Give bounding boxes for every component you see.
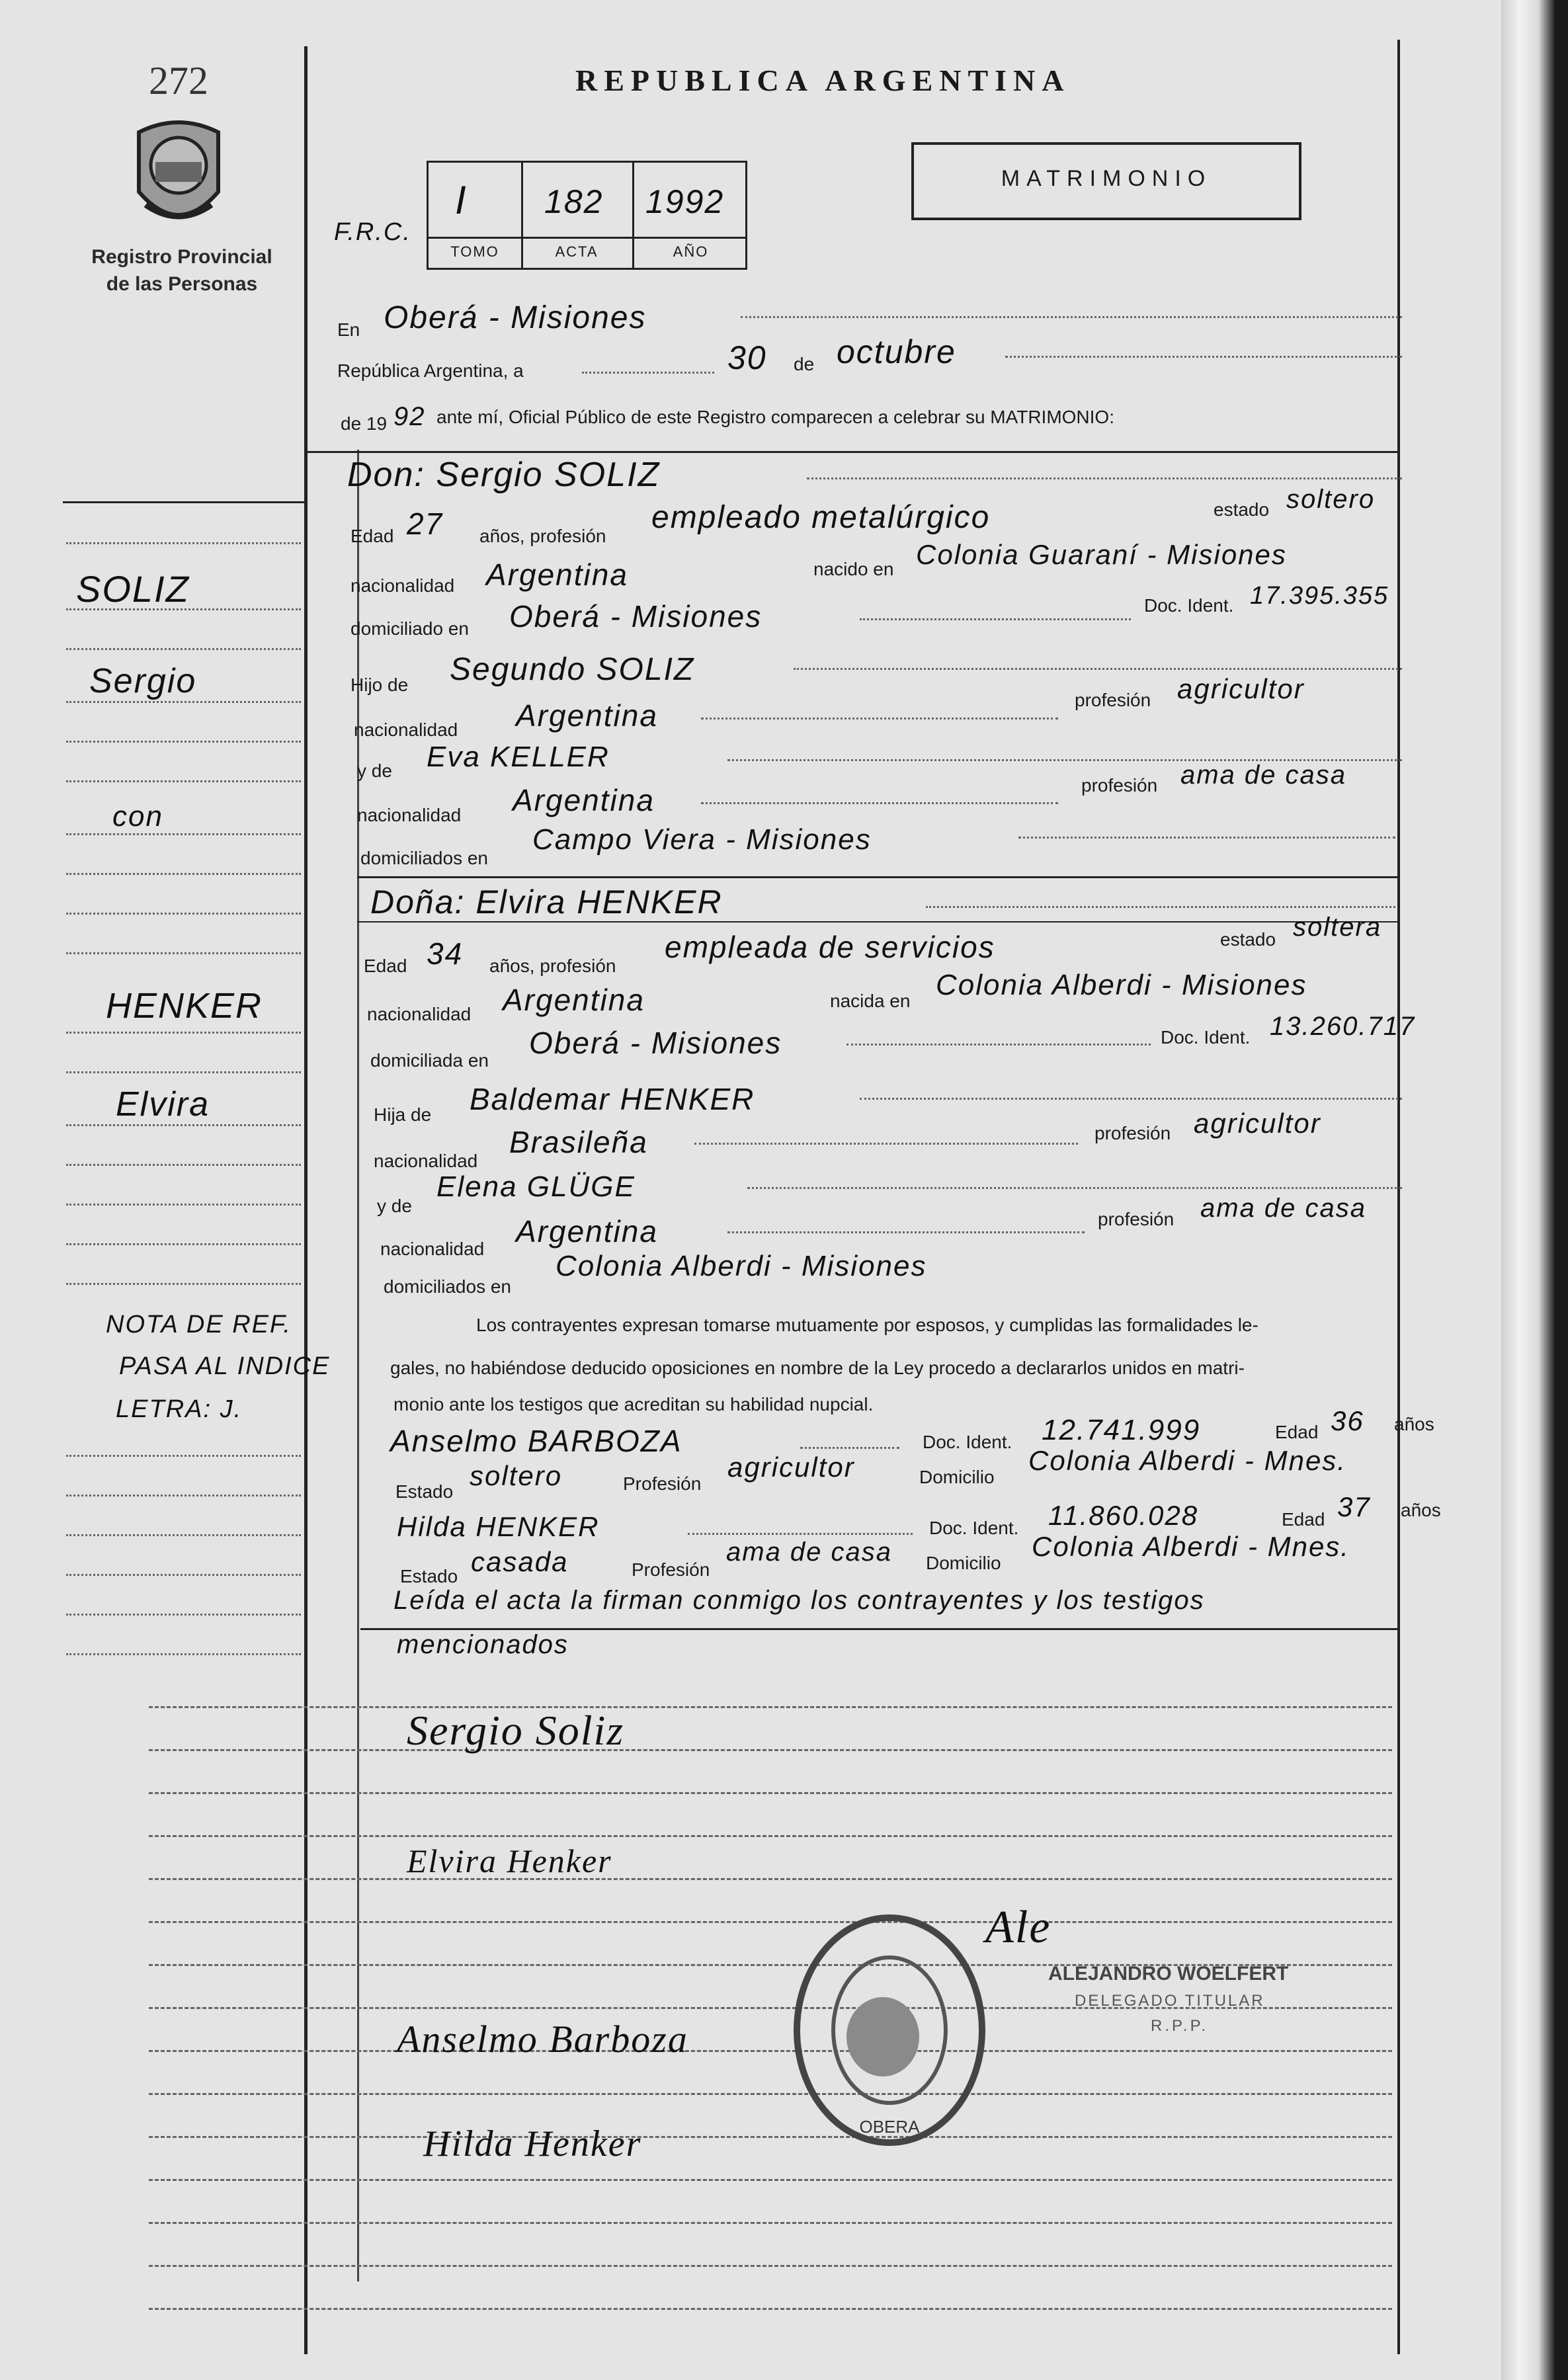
acta-value: 182 xyxy=(544,183,604,220)
registry-name-line1: Registro Provincial xyxy=(91,246,272,268)
witness2-doc-label: Doc. Ident. xyxy=(929,1518,1019,1538)
witness2-signature: Hilda Henker xyxy=(423,2123,642,2164)
witness1-age: 36 xyxy=(1331,1405,1364,1436)
witness2-domicile-label: Domicilio xyxy=(926,1553,1001,1573)
closing-line2: mencionados xyxy=(397,1630,569,1659)
groom-name: Don: Sergio SOLIZ xyxy=(347,456,661,494)
groom-age: 27 xyxy=(407,507,444,541)
province-coat-of-arms-icon xyxy=(119,112,238,238)
bride-profession: empleada de servicios xyxy=(665,930,995,964)
bride-father-label: Hija de xyxy=(374,1104,432,1125)
bride-name: Doña: Elvira HENKER xyxy=(370,883,723,921)
groom-doc: 17.395.355 xyxy=(1250,582,1389,610)
bride-mother-nationality-label: nacionalidad xyxy=(380,1239,485,1259)
witness1-age-label: Edad xyxy=(1275,1422,1319,1442)
witness1-years-label: años xyxy=(1394,1414,1434,1434)
groom-mother-nationality-label: nacionalidad xyxy=(357,805,462,825)
frc-label: F.R.C. xyxy=(334,218,411,246)
declaration-line2: gales, no habiéndose deducido oposiciones en nombre de la Ley procedo a declararlos unidos en matri- xyxy=(390,1358,1245,1378)
witness1-status-label: Estado xyxy=(395,1481,454,1502)
groom-mother: Eva KELLER xyxy=(427,741,610,773)
bride-birthplace: Colonia Alberdi - Misiones xyxy=(936,969,1307,1001)
witness1-doc-label: Doc. Ident. xyxy=(923,1432,1012,1452)
margin-note3: LETRA: J. xyxy=(116,1395,243,1423)
official-signature: Ale xyxy=(985,1902,1052,1953)
year-value: 1992 xyxy=(645,183,725,220)
bride-father-nationality-label: nacionalidad xyxy=(374,1151,478,1171)
folio-number: 272 xyxy=(149,59,208,103)
witness1-doc: 12.741.999 xyxy=(1042,1414,1201,1446)
witness2-name: Hilda HENKER xyxy=(397,1511,600,1542)
groom-nationality-label: nacionalidad xyxy=(351,575,455,596)
bride-mother-profession-label: profesión xyxy=(1098,1209,1175,1229)
groom-father-profession: agricultor xyxy=(1177,673,1305,704)
bride-parents-domicile: Colonia Alberdi - Misiones xyxy=(556,1250,927,1282)
bride-status-label: estado xyxy=(1220,929,1276,950)
year-label: AÑO xyxy=(673,243,709,260)
groom-mother-nationality: Argentina xyxy=(513,783,655,817)
bride-signature: Elvira Henker xyxy=(407,1842,612,1879)
bride-status: soltera xyxy=(1293,913,1382,942)
groom-father-profession-label: profesión xyxy=(1075,690,1151,710)
bride-domicile-label: domiciliada en xyxy=(370,1050,489,1071)
bride-profession-label: años, profesión xyxy=(489,956,616,976)
groom-domicile-label: domiciliado en xyxy=(351,618,469,639)
acta-label: ACTA xyxy=(555,243,598,260)
day-value: 30 xyxy=(727,339,767,376)
groom-father: Segundo SOLIZ xyxy=(450,652,695,687)
republica-label: República Argentina, a xyxy=(337,360,524,381)
margin-given2: Elvira xyxy=(116,1085,210,1124)
place-value: Oberá - Misiones xyxy=(384,300,647,335)
declaration-line1: Los contrayentes expresan tomarse mutuamente por esposos, y cumplidas las formalidades le- xyxy=(476,1315,1259,1335)
registry-name-line2: de las Personas xyxy=(106,273,258,295)
year-suffix: 92 xyxy=(393,402,426,431)
witness2-age: 37 xyxy=(1337,1491,1371,1522)
record-type-label: MATRIMONIO xyxy=(1001,166,1212,191)
official-title: DELEGADO TITULAR xyxy=(1075,1992,1265,2010)
margin-surname1: SOLIZ xyxy=(76,568,190,610)
bride-mother-label: y de xyxy=(377,1196,412,1216)
bride-age: 34 xyxy=(427,936,464,971)
right-rule xyxy=(1397,40,1400,2354)
declaration-line3: monio ante los testigos que acreditan su habilidad nupcial. xyxy=(393,1394,874,1415)
bride-doc: 13.260.717 xyxy=(1270,1012,1416,1041)
tomo-acta-year-box xyxy=(427,161,747,270)
groom-mother-profession-label: profesión xyxy=(1081,775,1158,796)
witness1-signature: Anselmo Barboza xyxy=(397,2018,688,2061)
groom-status-label: estado xyxy=(1214,499,1270,520)
groom-signature: Sergio Soliz xyxy=(407,1707,625,1754)
closing-line1: Leída el acta la firman conmigo los contrayentes y los testigos xyxy=(393,1586,1205,1615)
groom-mother-label: y de xyxy=(357,760,392,781)
groom-father-label: Hijo de xyxy=(351,675,409,695)
month-value: octubre xyxy=(837,333,956,370)
groom-nationality: Argentina xyxy=(486,557,628,592)
groom-birthplace: Colonia Guaraní - Misiones xyxy=(916,539,1287,570)
bride-father: Baldemar HENKER xyxy=(470,1082,755,1116)
groom-profession-label: años, profesión xyxy=(479,526,606,546)
witness1-profession: agricultor xyxy=(727,1452,855,1483)
witness1-profession-label: Profesión xyxy=(623,1473,702,1494)
bride-domicile: Oberá - Misiones xyxy=(529,1026,782,1060)
groom-age-label: Edad xyxy=(351,526,394,546)
margin-note1: NOTA DE REF. xyxy=(106,1311,292,1338)
groom-father-nationality-label: nacionalidad xyxy=(354,719,458,740)
registry-seal-icon xyxy=(784,1905,995,2156)
en-label: En xyxy=(337,319,360,340)
witness1-domicile-label: Domicilio xyxy=(919,1467,995,1487)
witness2-status-label: Estado xyxy=(400,1566,458,1586)
witness1-domicile: Colonia Alberdi - Mnes. xyxy=(1028,1445,1346,1476)
bride-birthplace-label: nacida en xyxy=(830,991,911,1011)
groom-domicile: Oberá - Misiones xyxy=(509,599,763,634)
document-title: REPUBLICA ARGENTINA xyxy=(575,63,1071,97)
margin-con: con xyxy=(112,800,163,833)
witness2-profession: ama de casa xyxy=(726,1538,893,1567)
groom-profession: empleado metalúrgico xyxy=(651,500,991,535)
groom-birthplace-label: nacido en xyxy=(813,559,894,579)
record-type-box xyxy=(911,142,1301,220)
bride-nationality: Argentina xyxy=(503,983,645,1017)
year-prefix: de 19 xyxy=(341,413,388,434)
official-org: R.P.P. xyxy=(1151,2017,1209,2035)
witness2-age-label: Edad xyxy=(1282,1509,1325,1530)
book-page-edge xyxy=(1501,0,1554,2380)
tomo-value: I xyxy=(455,178,468,222)
groom-father-nationality: Argentina xyxy=(516,698,658,733)
tomo-label: TOMO xyxy=(450,243,499,260)
witness2-doc: 11.860.028 xyxy=(1048,1500,1199,1531)
bride-mother: Elena GLÜGE xyxy=(436,1170,636,1203)
bride-doc-label: Doc. Ident. xyxy=(1161,1027,1251,1047)
groom-parents-domicile: Campo Viera - Misiones xyxy=(532,823,872,856)
groom-parents-domicile-label: domiciliados en xyxy=(360,848,488,868)
bride-age-label: Edad xyxy=(364,956,407,976)
official-name: ALEJANDRO WOELFERT xyxy=(1048,1963,1289,1985)
bride-father-profession-label: profesión xyxy=(1094,1123,1171,1143)
de-label: de xyxy=(794,354,815,374)
svg-text:OBERA: OBERA xyxy=(859,2117,920,2137)
bride-mother-profession: ama de casa xyxy=(1200,1194,1367,1223)
bride-father-profession: agricultor xyxy=(1194,1108,1321,1139)
margin-given1: Sergio xyxy=(89,662,197,700)
witness1-status: soltero xyxy=(470,1460,563,1491)
margin-note2: PASA AL INDICE xyxy=(119,1352,331,1380)
groom-doc-label: Doc. Ident. xyxy=(1144,595,1234,616)
intro-tail: ante mí, Oficial Público de este Registro comparecen a celebrar su MATRIMONIO: xyxy=(436,407,1114,427)
witness2-domicile: Colonia Alberdi - Mnes. xyxy=(1032,1531,1350,1562)
bride-father-nationality: Brasileña xyxy=(509,1125,648,1159)
groom-mother-profession: ama de casa xyxy=(1180,760,1347,790)
witness2-years-label: años xyxy=(1401,1500,1441,1520)
witness1-name: Anselmo BARBOZA xyxy=(390,1424,682,1458)
bride-nationality-label: nacionalidad xyxy=(367,1004,472,1024)
witness2-profession-label: Profesión xyxy=(632,1559,710,1580)
bride-parents-domicile-label: domiciliados en xyxy=(384,1276,511,1297)
witness2-status: casada xyxy=(471,1546,569,1577)
bride-mother-nationality: Argentina xyxy=(516,1214,658,1249)
margin-surname2: HENKER xyxy=(106,986,263,1026)
groom-status: soltero xyxy=(1286,485,1376,514)
